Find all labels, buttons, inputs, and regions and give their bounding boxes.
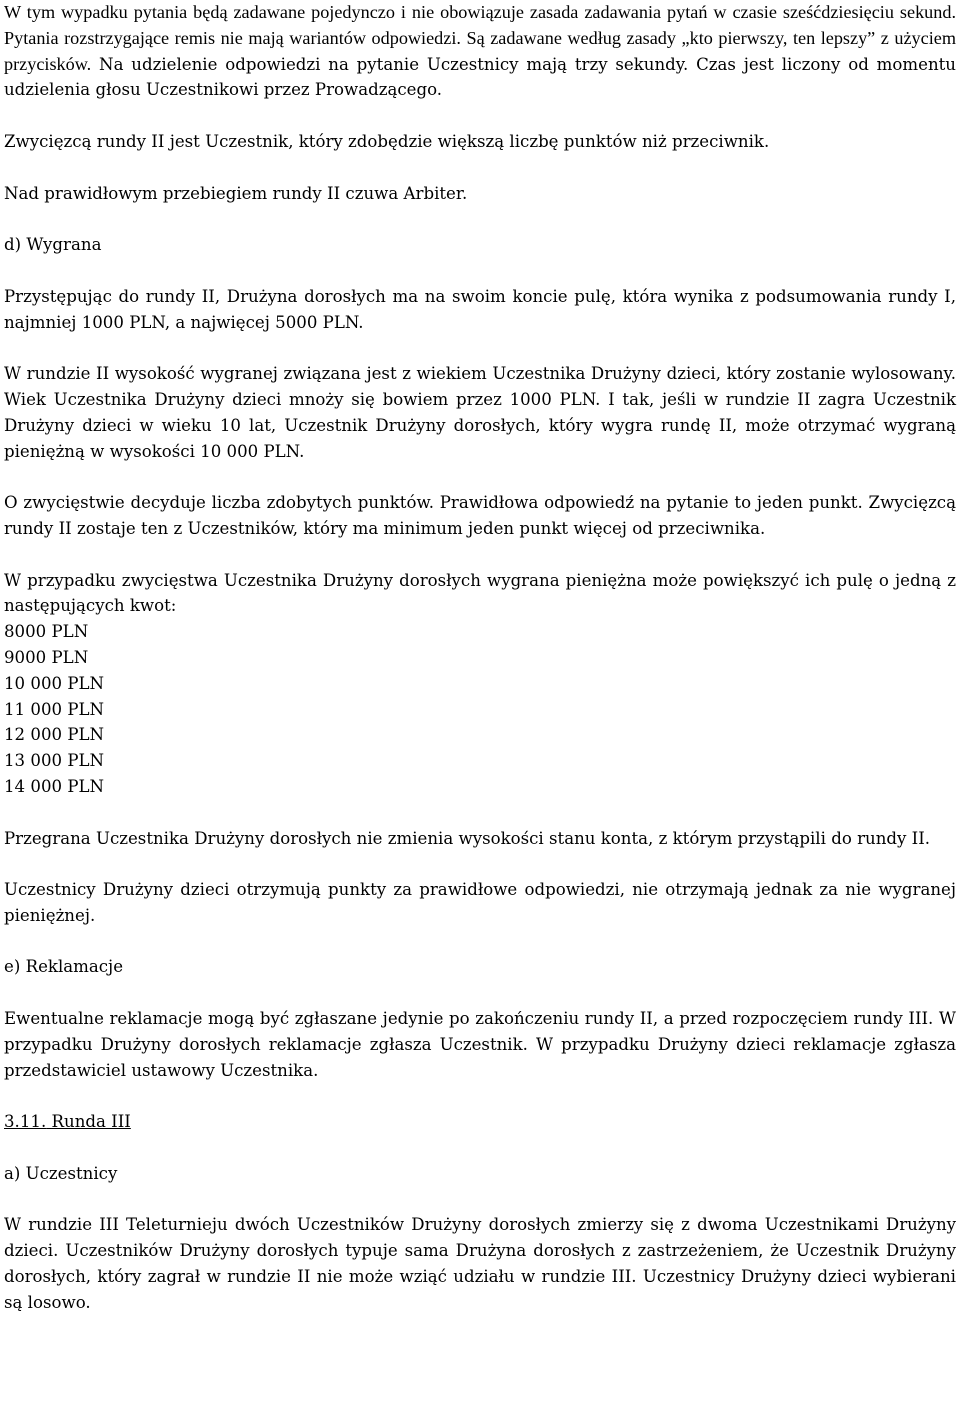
increase-paragraph: W przypadku zwycięstwa Uczestnika Drużyny dorosłych wygrana pieniężna może powiększyć ich pulę o jedną z następujących kwot: [4, 570, 956, 616]
pool-paragraph: Przystępując do rundy II, Drużyna dorosłych ma na swoim koncie pulę, która wynika z podsumowania rundy I, najmniej 1000 PLN, a najwięcej 5000 PLN. [4, 286, 956, 332]
section-title: Runda III [51, 1112, 131, 1132]
section-heading-runda-iii [4, 1109, 956, 1135]
amount-list [4, 619, 956, 800]
amount-list-item: 11 000 PLN [4, 699, 105, 719]
loss-paragraph: Przegrana Uczestnika Drużyny dorosłych nie zmienia wysokości stanu konta, z którym przystąpili do rundy II. [4, 828, 931, 848]
round3-paragraph: W rundzie III Teleturnieju dwóch Uczestników Drużyny dorosłych zmierzy się z dwoma Uczestnikami Drużyny dzieci. Uczestników Drużyny dorosłych typuje sama Drużyna dorosłych z zastrzeżeniem, że Uczestnik Drużyny dorosłych, który zagrał w rundzie II nie może wziąć udziału w rundzie III. Uczestnicy Drużyny dzieci wybierani są losowo. [4, 1215, 956, 1312]
amount-text-a: W rundzie II wysokość wygranej związana jest z wiekiem Uczestnika Drużyny dzieci, który zostanie wylosowany. [4, 364, 956, 384]
arbiter-paragraph: Nad prawidłowym przebiegiem rundy II czuwa Arbiter. [4, 183, 468, 203]
winner-paragraph: Zwycięzcą rundy II jest Uczestnik, który zdobędzie większą liczbę punktów niż przeciwnik. [4, 131, 770, 151]
intro-times-text: W tym wypadku pytania będą zadawane pojedynczo i nie obowiązuje zasada zadawania pytań w czasie sześćdziesięciu sekund. Pytania rozstrzygające remis nie mają wariantów odpowiedzi. Są zadawane według zasady „kto pierwszy, ten lepszy” z użyciem przycisków. [4, 2, 956, 74]
amount-list-item: 13 000 PLN [4, 751, 105, 771]
victory-paragraph: O zwycięstwie decyduje liczba zdobytych punktów. Prawidłowa odpowiedź na pytanie to jeden punkt. Zwycięzcą rundy II zostaje ten z Uczestników, który ma minimum jeden punkt więcej od przeciwnika. [4, 493, 956, 538]
amount-list-item: 14 000 PLN [4, 776, 105, 796]
amount-text-c: I tak, jeśli w rundzie II zagra Uczestnik Drużyny dzieci w wieku 10 lat, Uczestnik Drużyny dorosłych, który wygra rundę II, może otrzymać wygraną pieniężną w wysokości 10 000 PLN. [4, 389, 956, 461]
children-paragraph: Uczestnicy Drużyny dzieci otrzymują punkty za prawidłowe odpowiedzi, nie otrzymają jednak za nie wygranej pieniężnej. [4, 880, 956, 925]
amount-list-item: 12 000 PLN [4, 725, 105, 745]
amount-paragraph [4, 361, 956, 464]
amount-text-b: Wiek Uczestnika Drużyny dzieci mnoży się bowiem przez 1000 PLN. [4, 389, 601, 409]
intro-rest-text: Na udzielenie odpowiedzi na pytanie Uczestnicy mają trzy sekundy. Czas jest liczony od momentu udzielenia głosu Uczestnikowi przez Prowadzącego. [4, 54, 956, 100]
heading-e-reklamacje: e) Reklamacje [4, 957, 124, 977]
amount-list-item: 9000 PLN [4, 647, 89, 667]
intro-paragraph [4, 0, 956, 103]
amount-list-item: 8000 PLN [4, 622, 89, 642]
heading-a-uczestnicy: a) Uczestnicy [4, 1163, 118, 1183]
heading-d-wygrana: d) Wygrana [4, 235, 102, 255]
document-page [4, 0, 956, 1316]
amount-list-item: 10 000 PLN [4, 673, 105, 693]
section-number: 3.11. [4, 1112, 47, 1132]
complaints-paragraph: Ewentualne reklamacje mogą być zgłaszane jedynie po zakończeniu rundy II, a przed rozpoczęciem rundy III. W przypadku Drużyny dorosłych reklamacje zgłasza Uczestnik. W przypadku Drużyny dzieci reklamacje zgłasza przedstawiciel ustawowy Uczestnika. [4, 1009, 956, 1080]
